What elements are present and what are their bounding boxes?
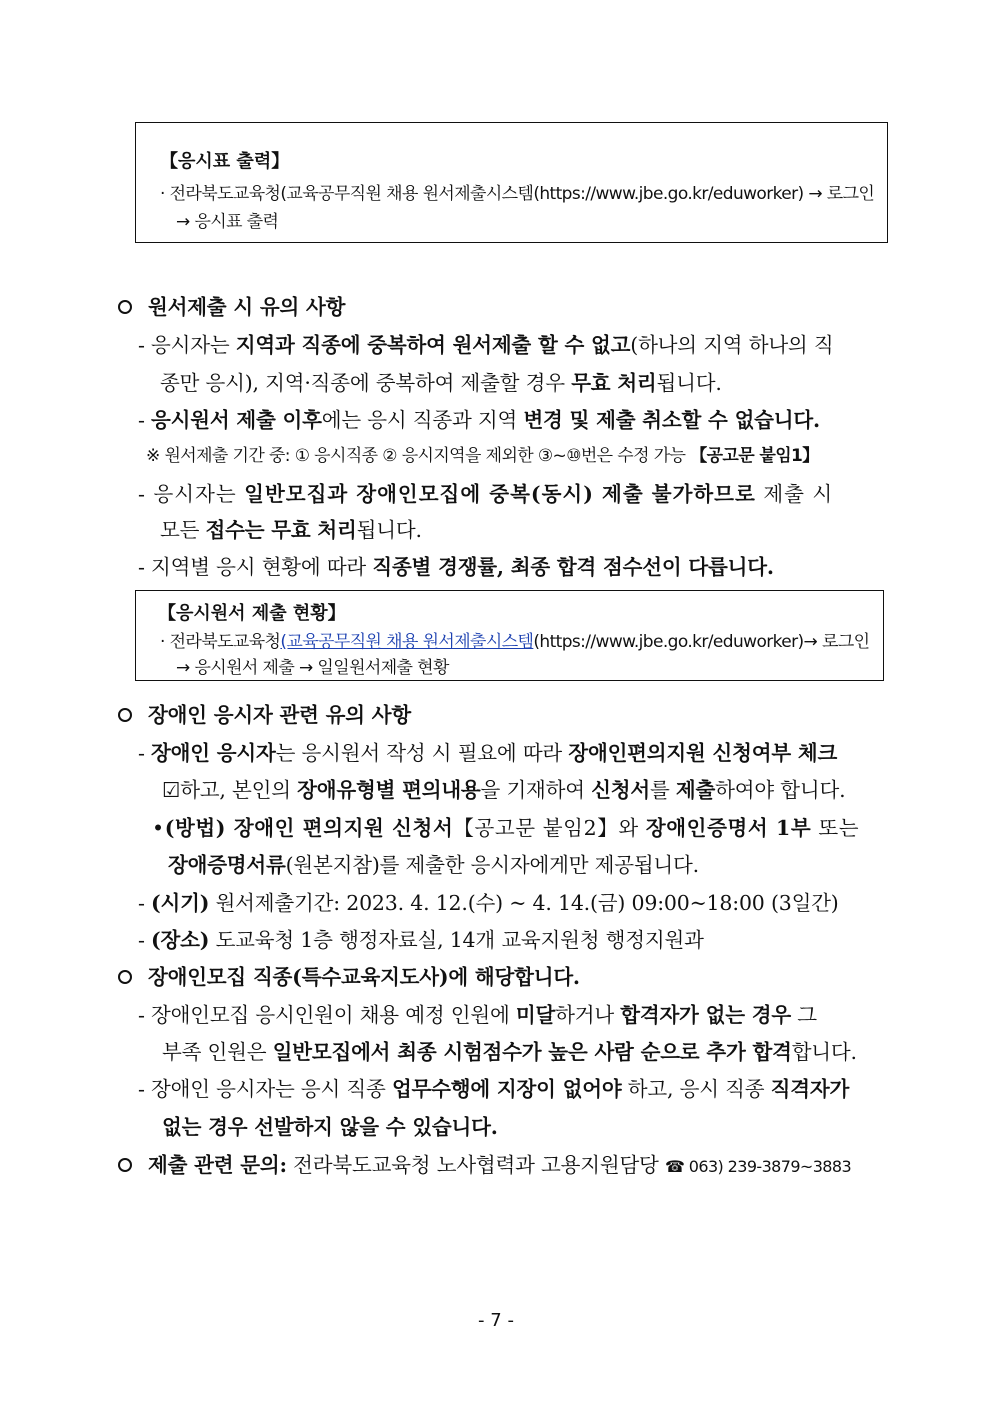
section2-p2-line2: 장애증명서류(원본지참)를 제출한 응시자에게만 제공됩니다. bbox=[168, 853, 699, 877]
section3-p1-line2: 부족 인원은 일반모집에서 최종 시험점수가 높은 사람 순으로 추가 합격합니다. bbox=[162, 1040, 857, 1064]
circle-bullet-icon bbox=[118, 1158, 132, 1172]
circle-bullet-icon bbox=[118, 300, 132, 314]
checkbox-checked-icon: ☑ bbox=[162, 778, 181, 802]
circle-bullet-icon bbox=[118, 970, 132, 984]
section1-p1-line2: 종만 응시), 지역·직종에 중복하여 제출할 경우 무효 처리됩니다. bbox=[160, 371, 722, 395]
section1-heading: 원서제출 시 유의 사항 bbox=[118, 290, 345, 320]
contact-line: 제출 관련 문의: 전라북도교육청 노사협력과 고용지원담당 ☎ 063) 239-3879~3883 bbox=[118, 1148, 851, 1178]
section3-p1-line1: - 장애인모집 응시인원이 채용 예정 인원에 미달하거나 합격자가 없는 경우 그 bbox=[138, 1003, 817, 1027]
section2-p3: - (시기) 원서제출기간: 2023. 4. 12.(수) ~ 4. 14.(금) 09:00~18:00 (3일간) bbox=[138, 891, 839, 915]
eduworker-system-link[interactable]: (교육공무직원 채용 원서제출시스템 bbox=[280, 632, 534, 652]
section2-p1-line2: ☑하고, 본인의 장애유형별 편의내용을 기재하여 신청서를 제출하여야 합니다. bbox=[162, 778, 846, 802]
section3-heading: 장애인모집 직종(특수교육지도사)에 해당합니다. bbox=[118, 960, 580, 990]
section3-p2-line2: 없는 경우 선발하지 않을 수 있습니다. bbox=[162, 1115, 498, 1139]
section2-p1-line1: - 장애인 응시자는 응시원서 작성 시 필요에 따라 장애인편의지원 신청여부 체크 bbox=[138, 741, 838, 765]
application-status-line1: · 전라북도교육청(교육공무직원 채용 원서제출시스템(https://www.jbe.go.kr/eduworker)→ 로그인 bbox=[160, 632, 870, 652]
section3-p2-line1: - 장애인 응시자는 응시 직종 업무수행에 지장이 없어야 하고, 응시 직종 직격자가 bbox=[138, 1077, 850, 1101]
section1-note: ※ 원서제출 기간 중: ① 응시직종 ② 응시지역을 제외한 ③~⑩번은 수정 가능 【공고문 붙임1】 bbox=[146, 446, 819, 466]
section2-heading: 장애인 응시자 관련 유의 사항 bbox=[118, 698, 411, 728]
section1-p1-line1: - 응시자는 지역과 직종에 중복하여 원서제출 할 수 없고(하나의 지역 하나의 직 bbox=[138, 333, 834, 357]
exam-ticket-print-box bbox=[135, 122, 888, 243]
section1-p3-line2: 모든 접수는 무효 처리됩니다. bbox=[160, 518, 422, 542]
exam-ticket-print-title: 【응시표 출력】 bbox=[160, 151, 290, 172]
circle-bullet-icon bbox=[118, 708, 132, 722]
page-number: - 7 - bbox=[478, 1310, 514, 1331]
exam-ticket-print-line1: · 전라북도교육청(교육공무직원 채용 원서제출시스템(https://www.jbe.go.kr/eduworker) → 로그인 bbox=[160, 184, 875, 204]
section1-p2: - 응시원서 제출 이후에는 응시 직종과 지역 변경 및 제출 취소할 수 없습니다. bbox=[138, 408, 820, 432]
section1-p3-line1: - 응시자는 일반모집과 장애인모집에 중복(동시) 제출 불가하므로 제출 시 bbox=[138, 482, 834, 506]
application-status-line2: → 응시원서 제출 → 일일원서제출 현황 bbox=[176, 658, 449, 678]
contact-phone: ☎ 063) 239-3879~3883 bbox=[664, 1157, 852, 1176]
exam-ticket-print-line2: → 응시표 출력 bbox=[176, 212, 279, 232]
application-status-title: 【응시원서 제출 현황】 bbox=[158, 603, 346, 624]
section2-p2-line1: •(방법) 장애인 편의지원 신청서【공고문 붙임2】와 장애인증명서 1부 또는 bbox=[152, 816, 860, 840]
section1-p4: - 지역별 응시 현황에 따라 직종별 경쟁률, 최종 합격 점수선이 다릅니다. bbox=[138, 555, 774, 579]
section2-p4: - (장소) 도교육청 1층 행정자료실, 14개 교육지원청 행정지원과 bbox=[138, 928, 704, 952]
application-status-box bbox=[135, 590, 884, 681]
